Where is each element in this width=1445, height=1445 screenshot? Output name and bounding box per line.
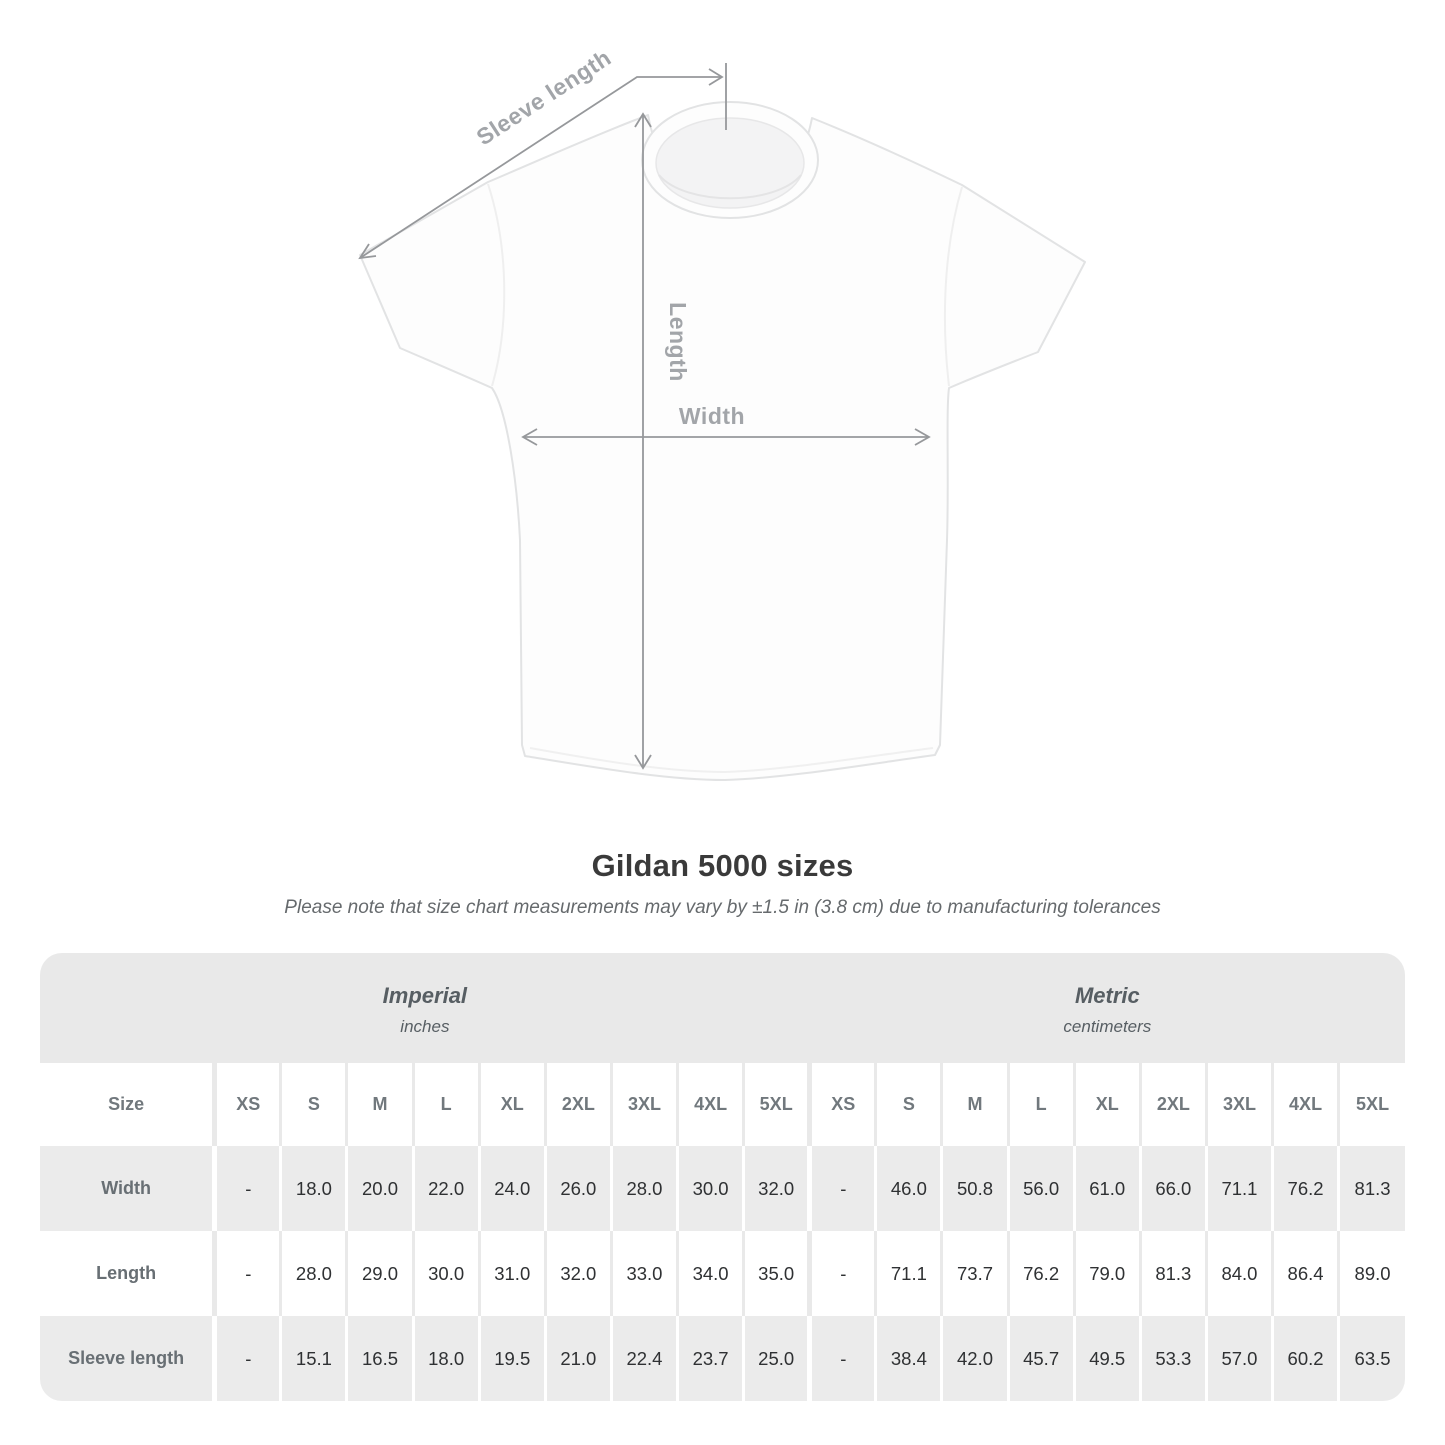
measurement-value-cell: 24.0: [479, 1146, 545, 1231]
measurement-value-cell: 76.2: [1008, 1231, 1074, 1316]
measurement-value-cell: -: [810, 1316, 876, 1401]
measurement-value-cell: 31.0: [479, 1231, 545, 1316]
measurement-value-cell: -: [215, 1316, 281, 1401]
measurement-value-cell: 45.7: [1008, 1316, 1074, 1401]
size-header-5xl: 5XL: [1339, 1063, 1405, 1146]
size-header-4xl: 4XL: [1273, 1063, 1339, 1146]
measurement-value-cell: 66.0: [1140, 1146, 1206, 1231]
measurement-value-cell: 26.0: [545, 1146, 611, 1231]
unit-header-row: [40, 953, 1405, 1063]
size-header-4xl: 4XL: [678, 1063, 744, 1146]
measurement-row-length: [40, 1231, 1405, 1316]
size-table-card: [40, 953, 1405, 1401]
sleeve-arrow-end-icon: [360, 244, 376, 258]
size-header-5xl: 5XL: [744, 1063, 810, 1146]
measurement-value-cell: -: [215, 1146, 281, 1231]
size-header-xl: XL: [479, 1063, 545, 1146]
size-header-row: [40, 1063, 1405, 1146]
measurement-value-cell: 63.5: [1339, 1316, 1405, 1401]
measurement-value-cell: 35.0: [744, 1231, 810, 1316]
size-header-3xl: 3XL: [1206, 1063, 1272, 1146]
size-header-s: S: [876, 1063, 942, 1146]
measurement-value-cell: 33.0: [611, 1231, 677, 1316]
sleeve-length-label: Sleeve length: [471, 44, 616, 151]
unit-name: Metric: [1074, 983, 1140, 1008]
measurement-value-cell: 71.1: [1206, 1146, 1272, 1231]
unit-group-imperial: [40, 953, 810, 1063]
measurement-value-cell: 20.0: [347, 1146, 413, 1231]
row-label: Width: [40, 1146, 215, 1231]
measurement-value-cell: 29.0: [347, 1231, 413, 1316]
measurement-value-cell: 21.0: [545, 1316, 611, 1401]
measurement-value-cell: 38.4: [876, 1316, 942, 1401]
width-label: Width: [678, 403, 746, 429]
size-header-m: M: [942, 1063, 1008, 1146]
measurement-value-cell: 16.5: [347, 1316, 413, 1401]
page-title: Gildan 5000 sizes: [591, 848, 854, 883]
measurement-row-width: [40, 1146, 1405, 1231]
measurement-value-cell: 28.0: [611, 1146, 677, 1231]
measurement-value-cell: 23.7: [678, 1316, 744, 1401]
size-header-2xl: 2XL: [1140, 1063, 1206, 1146]
measurement-value-cell: 22.4: [611, 1316, 677, 1401]
measurement-value-cell: 89.0: [1339, 1231, 1405, 1316]
measurement-value-cell: 50.8: [942, 1146, 1008, 1231]
measurement-value-cell: 73.7: [942, 1231, 1008, 1316]
unit-subtitle: centimeters: [1063, 1017, 1152, 1036]
measurement-value-cell: 18.0: [413, 1316, 479, 1401]
measurement-value-cell: 53.3: [1140, 1316, 1206, 1401]
tolerance-note: Please note that size chart measurements may vary by ±1.5 in (3.8 cm) due to manufacturing tolerances: [284, 897, 1161, 918]
measurement-value-cell: 79.0: [1074, 1231, 1140, 1316]
measurement-value-cell: 81.3: [1339, 1146, 1405, 1231]
size-header-l: L: [413, 1063, 479, 1146]
size-header-m: M: [347, 1063, 413, 1146]
size-header-3xl: 3XL: [611, 1063, 677, 1146]
size-header-l: L: [1008, 1063, 1074, 1146]
size-column-header: Size: [40, 1063, 215, 1146]
measurement-value-cell: 34.0: [678, 1231, 744, 1316]
size-table: [40, 953, 1405, 1401]
row-label: Sleeve length: [40, 1316, 215, 1401]
measurement-value-cell: 46.0: [876, 1146, 942, 1231]
measurement-value-cell: 18.0: [281, 1146, 347, 1231]
unit-group-metric: [810, 953, 1405, 1063]
measurement-value-cell: 32.0: [545, 1231, 611, 1316]
measurement-value-cell: 30.0: [413, 1231, 479, 1316]
measurement-value-cell: 30.0: [678, 1146, 744, 1231]
measurement-value-cell: 71.1: [876, 1231, 942, 1316]
measurement-value-cell: 76.2: [1273, 1146, 1339, 1231]
measurement-value-cell: -: [810, 1231, 876, 1316]
length-label: Length: [665, 302, 691, 382]
size-header-s: S: [281, 1063, 347, 1146]
measurement-value-cell: 84.0: [1206, 1231, 1272, 1316]
unit-name: Imperial: [382, 983, 468, 1008]
measurement-value-cell: 19.5: [479, 1316, 545, 1401]
measurement-value-cell: 57.0: [1206, 1316, 1272, 1401]
measurement-value-cell: -: [215, 1231, 281, 1316]
measurement-value-cell: 22.0: [413, 1146, 479, 1231]
measurement-value-cell: 49.5: [1074, 1316, 1140, 1401]
unit-subtitle: inches: [400, 1017, 450, 1036]
measurement-value-cell: 81.3: [1140, 1231, 1206, 1316]
size-header-xs: XS: [810, 1063, 876, 1146]
measurement-row-sleeve-length: [40, 1316, 1405, 1401]
measurement-value-cell: 61.0: [1074, 1146, 1140, 1231]
measurement-value-cell: 25.0: [744, 1316, 810, 1401]
size-header-xl: XL: [1074, 1063, 1140, 1146]
measurement-value-cell: 32.0: [744, 1146, 810, 1231]
measurement-value-cell: 86.4: [1273, 1231, 1339, 1316]
measurement-value-cell: 28.0: [281, 1231, 347, 1316]
measurement-value-cell: 56.0: [1008, 1146, 1074, 1231]
measurement-value-cell: -: [810, 1146, 876, 1231]
size-header-2xl: 2XL: [545, 1063, 611, 1146]
measurement-value-cell: 15.1: [281, 1316, 347, 1401]
measurement-value-cell: 42.0: [942, 1316, 1008, 1401]
row-label: Length: [40, 1231, 215, 1316]
size-header-xs: XS: [215, 1063, 281, 1146]
measurement-value-cell: 60.2: [1273, 1316, 1339, 1401]
